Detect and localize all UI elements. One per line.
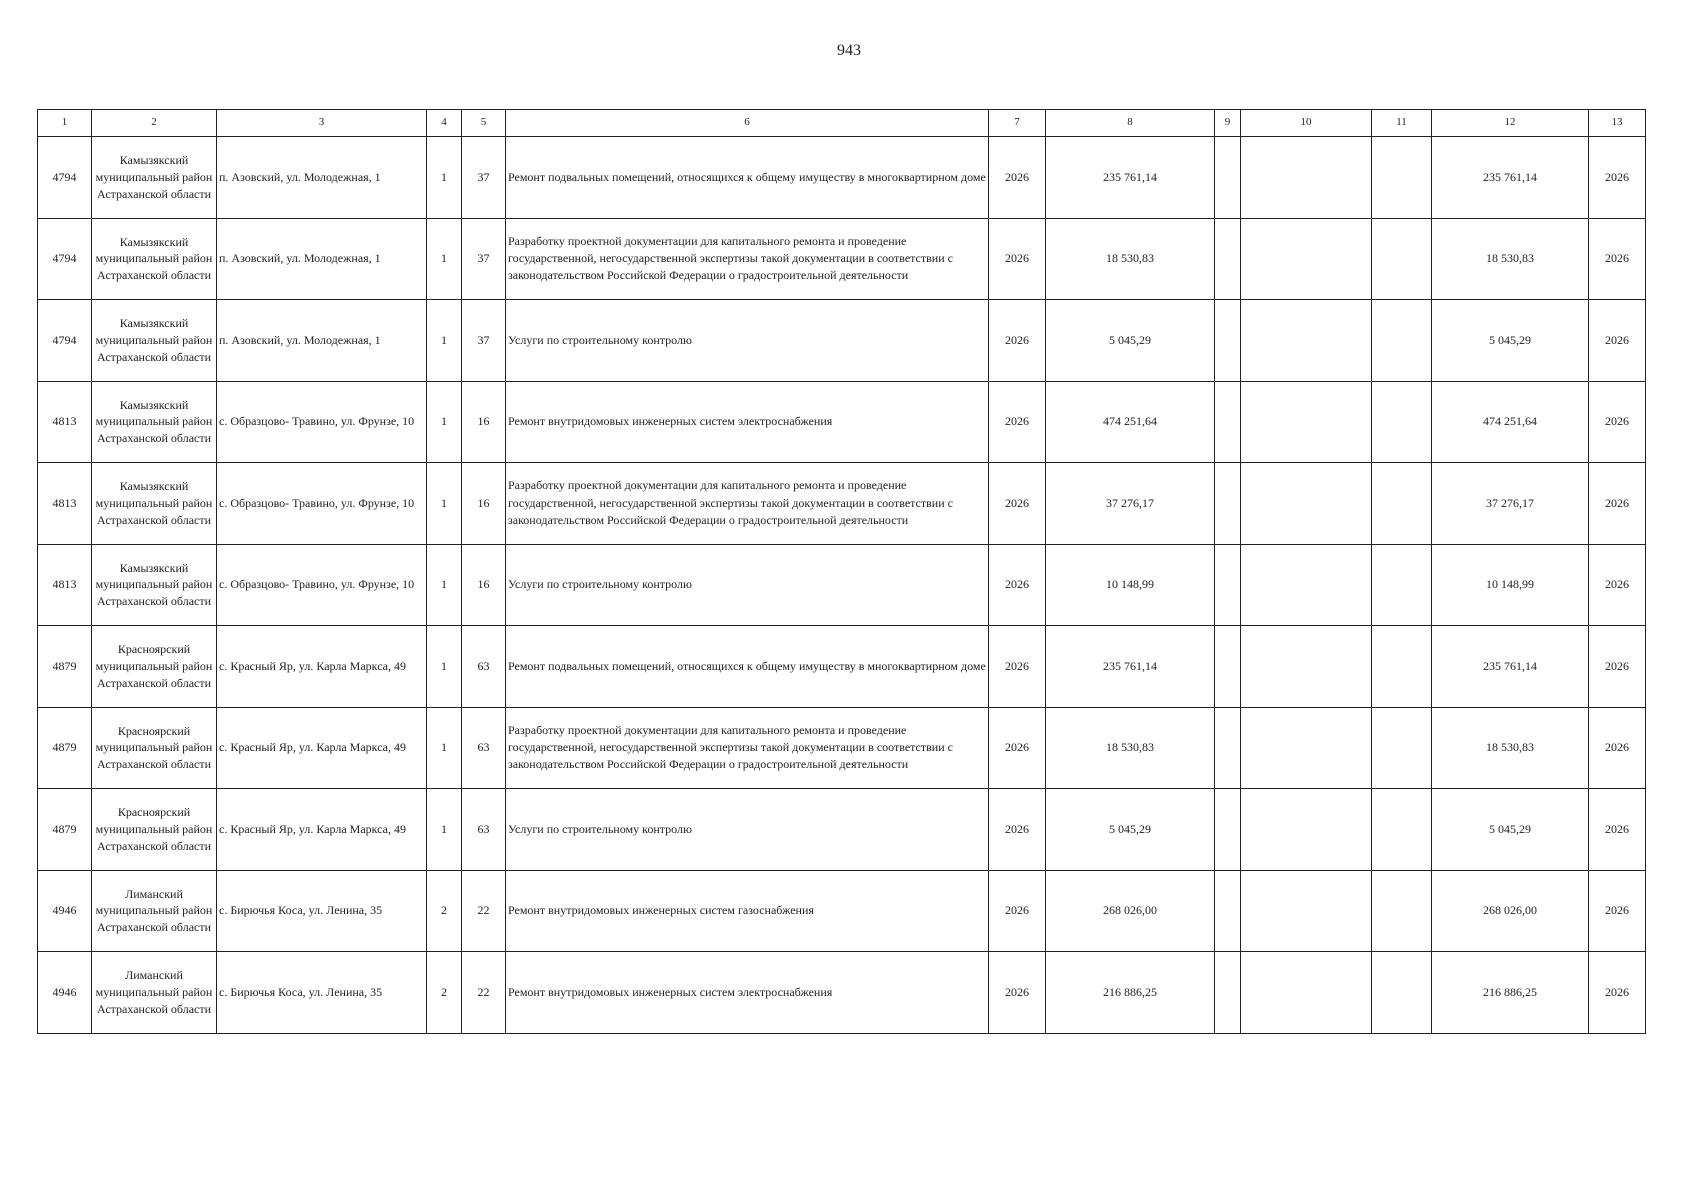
funding-cell: 18 530,83 — [1432, 218, 1589, 300]
completion-year-cell: 2026 — [1589, 707, 1646, 789]
funding-cell: 18 530,83 — [1432, 707, 1589, 789]
address-cell: с. Красный Яр, ул. Карла Маркса, 49 — [217, 626, 427, 708]
column-header: 1 — [38, 110, 92, 137]
municipality-cell: Камызякский муниципальный район Астраханской области — [92, 463, 217, 545]
cost-cell: 5 045,29 — [1046, 300, 1215, 382]
year-cell: 2026 — [989, 381, 1046, 463]
work-type-cell: Услуги по строительному контролю — [506, 300, 989, 382]
col5-cell: 22 — [462, 870, 506, 952]
record-number-cell: 4946 — [38, 952, 92, 1034]
record-number-cell: 4813 — [38, 381, 92, 463]
completion-year-cell: 2026 — [1589, 544, 1646, 626]
record-number-cell: 4794 — [38, 218, 92, 300]
completion-year-cell: 2026 — [1589, 300, 1646, 382]
cost-cell: 10 148,99 — [1046, 544, 1215, 626]
col9-cell — [1215, 300, 1241, 382]
work-type-cell: Ремонт внутридомовых инженерных систем электроснабжения — [506, 952, 989, 1034]
year-cell: 2026 — [989, 463, 1046, 545]
municipality-cell: Красноярский муниципальный район Астраханской области — [92, 626, 217, 708]
record-number-cell: 4879 — [38, 707, 92, 789]
funding-cell: 235 761,14 — [1432, 626, 1589, 708]
col9-cell — [1215, 463, 1241, 545]
col11-cell — [1372, 300, 1432, 382]
municipality-cell: Красноярский муниципальный район Астраханской области — [92, 789, 217, 871]
column-header: 10 — [1241, 110, 1372, 137]
column-header: 12 — [1432, 110, 1589, 137]
table-row — [38, 870, 1646, 952]
col10-cell — [1241, 870, 1372, 952]
cost-cell: 235 761,14 — [1046, 626, 1215, 708]
column-header: 7 — [989, 110, 1046, 137]
col9-cell — [1215, 707, 1241, 789]
column-header: 8 — [1046, 110, 1215, 137]
work-type-cell: Услуги по строительному контролю — [506, 789, 989, 871]
record-number-cell: 4946 — [38, 870, 92, 952]
municipality-cell: Лиманский муниципальный район Астраханской области — [92, 870, 217, 952]
work-type-cell: Ремонт внутридомовых инженерных систем электроснабжения — [506, 381, 989, 463]
address-cell: п. Азовский, ул. Молодежная, 1 — [217, 218, 427, 300]
col11-cell — [1372, 952, 1432, 1034]
address-cell: с. Образцово- Травино, ул. Фрунзе, 10 — [217, 381, 427, 463]
completion-year-cell: 2026 — [1589, 463, 1646, 545]
col5-cell: 16 — [462, 463, 506, 545]
column-header: 6 — [506, 110, 989, 137]
table-row — [38, 137, 1646, 219]
col5-cell: 16 — [462, 544, 506, 626]
year-cell: 2026 — [989, 626, 1046, 708]
address-cell: с. Бирючья Коса, ул. Ленина, 35 — [217, 870, 427, 952]
col4-cell: 1 — [427, 300, 462, 382]
col5-cell: 37 — [462, 137, 506, 219]
col9-cell — [1215, 544, 1241, 626]
col4-cell: 1 — [427, 463, 462, 545]
year-cell: 2026 — [989, 218, 1046, 300]
municipality-cell: Камызякский муниципальный район Астраханской области — [92, 137, 217, 219]
col4-cell: 1 — [427, 544, 462, 626]
col10-cell — [1241, 626, 1372, 708]
work-type-cell: Ремонт подвальных помещений, относящихся к общему имуществу в многоквартирном доме — [506, 626, 989, 708]
municipality-cell: Красноярский муниципальный район Астраханской области — [92, 707, 217, 789]
funding-cell: 10 148,99 — [1432, 544, 1589, 626]
address-cell: с. Образцово- Травино, ул. Фрунзе, 10 — [217, 463, 427, 545]
page-number: 943 — [837, 42, 861, 59]
record-number-cell: 4879 — [38, 789, 92, 871]
col4-cell: 1 — [427, 381, 462, 463]
municipality-cell: Лиманский муниципальный район Астраханской области — [92, 952, 217, 1034]
table-row — [38, 626, 1646, 708]
municipality-cell: Камызякский муниципальный район Астраханской области — [92, 544, 217, 626]
col4-cell: 1 — [427, 137, 462, 219]
col4-cell: 1 — [427, 789, 462, 871]
col5-cell: 63 — [462, 707, 506, 789]
col9-cell — [1215, 218, 1241, 300]
completion-year-cell: 2026 — [1589, 218, 1646, 300]
cost-cell: 474 251,64 — [1046, 381, 1215, 463]
col11-cell — [1372, 870, 1432, 952]
col4-cell: 1 — [427, 707, 462, 789]
col4-cell: 1 — [427, 218, 462, 300]
col5-cell: 63 — [462, 789, 506, 871]
col10-cell — [1241, 952, 1372, 1034]
cost-cell: 268 026,00 — [1046, 870, 1215, 952]
col10-cell — [1241, 707, 1372, 789]
table-row — [38, 463, 1646, 545]
address-cell: с. Образцово- Травино, ул. Фрунзе, 10 — [217, 544, 427, 626]
address-cell: п. Азовский, ул. Молодежная, 1 — [217, 300, 427, 382]
year-cell: 2026 — [989, 544, 1046, 626]
table-row — [38, 952, 1646, 1034]
col11-cell — [1372, 544, 1432, 626]
completion-year-cell: 2026 — [1589, 626, 1646, 708]
year-cell: 2026 — [989, 952, 1046, 1034]
year-cell: 2026 — [989, 300, 1046, 382]
record-number-cell: 4794 — [38, 300, 92, 382]
cost-cell: 235 761,14 — [1046, 137, 1215, 219]
completion-year-cell: 2026 — [1589, 137, 1646, 219]
completion-year-cell: 2026 — [1589, 381, 1646, 463]
col11-cell — [1372, 381, 1432, 463]
cost-cell: 18 530,83 — [1046, 707, 1215, 789]
address-cell: с. Бирючья Коса, ул. Ленина, 35 — [217, 952, 427, 1034]
col10-cell — [1241, 789, 1372, 871]
table-row — [38, 789, 1646, 871]
col4-cell: 1 — [427, 626, 462, 708]
column-header: 5 — [462, 110, 506, 137]
record-number-cell: 4879 — [38, 626, 92, 708]
work-type-cell: Ремонт подвальных помещений, относящихся к общему имуществу в многоквартирном доме — [506, 137, 989, 219]
col9-cell — [1215, 789, 1241, 871]
col4-cell: 2 — [427, 952, 462, 1034]
funding-cell: 5 045,29 — [1432, 300, 1589, 382]
col11-cell — [1372, 626, 1432, 708]
col11-cell — [1372, 789, 1432, 871]
column-number-row — [38, 110, 1646, 137]
col5-cell: 63 — [462, 626, 506, 708]
address-cell: с. Красный Яр, ул. Карла Маркса, 49 — [217, 789, 427, 871]
funding-cell: 5 045,29 — [1432, 789, 1589, 871]
completion-year-cell: 2026 — [1589, 952, 1646, 1034]
column-header: 4 — [427, 110, 462, 137]
column-header: 2 — [92, 110, 217, 137]
table-row — [38, 300, 1646, 382]
year-cell: 2026 — [989, 137, 1046, 219]
cost-cell: 5 045,29 — [1046, 789, 1215, 871]
table-row — [38, 544, 1646, 626]
year-cell: 2026 — [989, 707, 1046, 789]
municipality-cell: Камызякский муниципальный район Астраханской области — [92, 381, 217, 463]
cost-cell: 216 886,25 — [1046, 952, 1215, 1034]
year-cell: 2026 — [989, 789, 1046, 871]
capital-repair-table — [37, 109, 1646, 1034]
address-cell: п. Азовский, ул. Молодежная, 1 — [217, 137, 427, 219]
address-cell: с. Красный Яр, ул. Карла Маркса, 49 — [217, 707, 427, 789]
col11-cell — [1372, 218, 1432, 300]
funding-cell: 474 251,64 — [1432, 381, 1589, 463]
col10-cell — [1241, 218, 1372, 300]
record-number-cell: 4813 — [38, 463, 92, 545]
col10-cell — [1241, 137, 1372, 219]
table-row — [38, 381, 1646, 463]
col5-cell: 37 — [462, 300, 506, 382]
col11-cell — [1372, 707, 1432, 789]
col5-cell: 37 — [462, 218, 506, 300]
col11-cell — [1372, 137, 1432, 219]
cost-cell: 37 276,17 — [1046, 463, 1215, 545]
col4-cell: 2 — [427, 870, 462, 952]
column-header: 11 — [1372, 110, 1432, 137]
record-number-cell: 4813 — [38, 544, 92, 626]
column-header: 9 — [1215, 110, 1241, 137]
completion-year-cell: 2026 — [1589, 870, 1646, 952]
col9-cell — [1215, 626, 1241, 708]
table-row — [38, 707, 1646, 789]
funding-cell: 268 026,00 — [1432, 870, 1589, 952]
col9-cell — [1215, 381, 1241, 463]
cost-cell: 18 530,83 — [1046, 218, 1215, 300]
completion-year-cell: 2026 — [1589, 789, 1646, 871]
funding-cell: 216 886,25 — [1432, 952, 1589, 1034]
work-type-cell: Разработку проектной документации для капитального ремонта и проведение государственной, негосударственной экспертизы такой документации в соответствии с законодательством Российской Федерации о градостроительной деятельности — [506, 707, 989, 789]
work-type-cell: Разработку проектной документации для капитального ремонта и проведение государственной, негосударственной экспертизы такой документации в соответствии с законодательством Российской Федерации о градостроительной деятельности — [506, 218, 989, 300]
col5-cell: 22 — [462, 952, 506, 1034]
col5-cell: 16 — [462, 381, 506, 463]
table-body — [38, 137, 1646, 1034]
col11-cell — [1372, 463, 1432, 545]
col10-cell — [1241, 544, 1372, 626]
work-type-cell: Услуги по строительному контролю — [506, 544, 989, 626]
column-header: 3 — [217, 110, 427, 137]
col10-cell — [1241, 300, 1372, 382]
year-cell: 2026 — [989, 870, 1046, 952]
funding-cell: 37 276,17 — [1432, 463, 1589, 545]
table-row — [38, 218, 1646, 300]
funding-cell: 235 761,14 — [1432, 137, 1589, 219]
work-type-cell: Ремонт внутридомовых инженерных систем газоснабжения — [506, 870, 989, 952]
municipality-cell: Камызякский муниципальный район Астраханской области — [92, 218, 217, 300]
record-number-cell: 4794 — [38, 137, 92, 219]
col9-cell — [1215, 952, 1241, 1034]
col9-cell — [1215, 137, 1241, 219]
col9-cell — [1215, 870, 1241, 952]
col10-cell — [1241, 381, 1372, 463]
work-type-cell: Разработку проектной документации для капитального ремонта и проведение государственной, негосударственной экспертизы такой документации в соответствии с законодательством Российской Федерации о градостроительной деятельности — [506, 463, 989, 545]
column-header: 13 — [1589, 110, 1646, 137]
col10-cell — [1241, 463, 1372, 545]
municipality-cell: Камызякский муниципальный район Астраханской области — [92, 300, 217, 382]
